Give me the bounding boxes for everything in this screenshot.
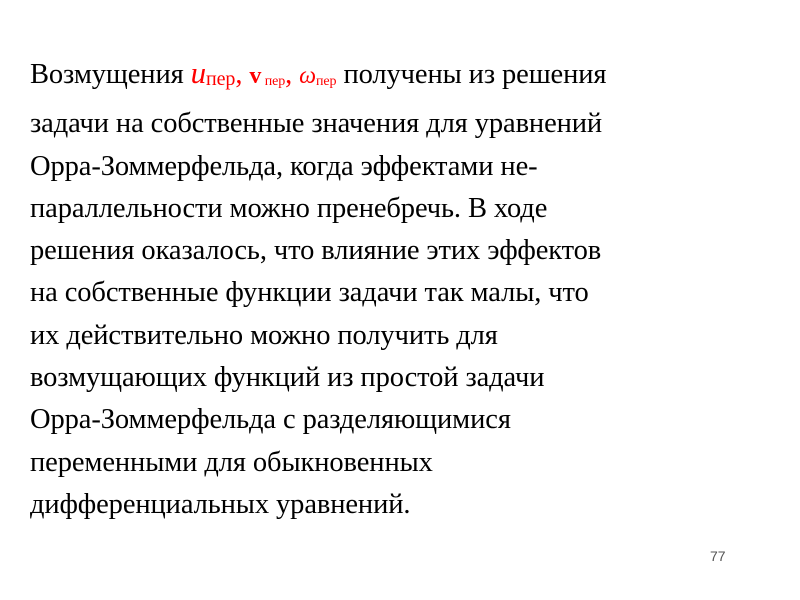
variable-omega [299, 63, 336, 89]
slide-body-text [30, 52, 780, 526]
variable-u-subscript: пер [206, 68, 236, 90]
text-line-7: их действительно можно получить для [30, 319, 498, 351]
variable-omega-symbol: ω [299, 63, 317, 89]
text-line-3: Орра-Зоммерфельда, когда эффектами не- [30, 150, 538, 182]
text-line-9: Орра-Зоммерфельда с разделяющимися [30, 404, 511, 436]
text-line-5: решения оказалось, что влияние этих эффектов [30, 235, 602, 267]
text-line-8: возмущающих функций из простой задачи [30, 362, 545, 394]
text-line-1-end: получены из решения [336, 59, 607, 90]
text-line-4: параллельности можно пренебречь. В ходе [30, 192, 548, 224]
variable-u-symbol: u [190, 55, 207, 90]
page-number: 77 [710, 548, 726, 564]
variable-u [191, 55, 236, 90]
separator-1: , [235, 59, 250, 90]
text-line-10: переменными для обыкновенных [30, 446, 433, 478]
separator-2: , [285, 59, 300, 90]
text-line-2: задачи на собственные значения для уравнений [30, 108, 603, 140]
text-line-11: дифференциальных уравнений. [30, 488, 411, 520]
variable-v-symbol: v [249, 63, 262, 89]
text-line-6: на собственные функции задачи так малы, что [30, 277, 589, 309]
variable-v-subscript: пер [261, 74, 286, 89]
variable-omega-subscript: пер [316, 74, 337, 89]
text-line-1 [30, 52, 780, 103]
text-line-1-start: Возмущения [30, 59, 191, 90]
variable-v [249, 63, 285, 89]
